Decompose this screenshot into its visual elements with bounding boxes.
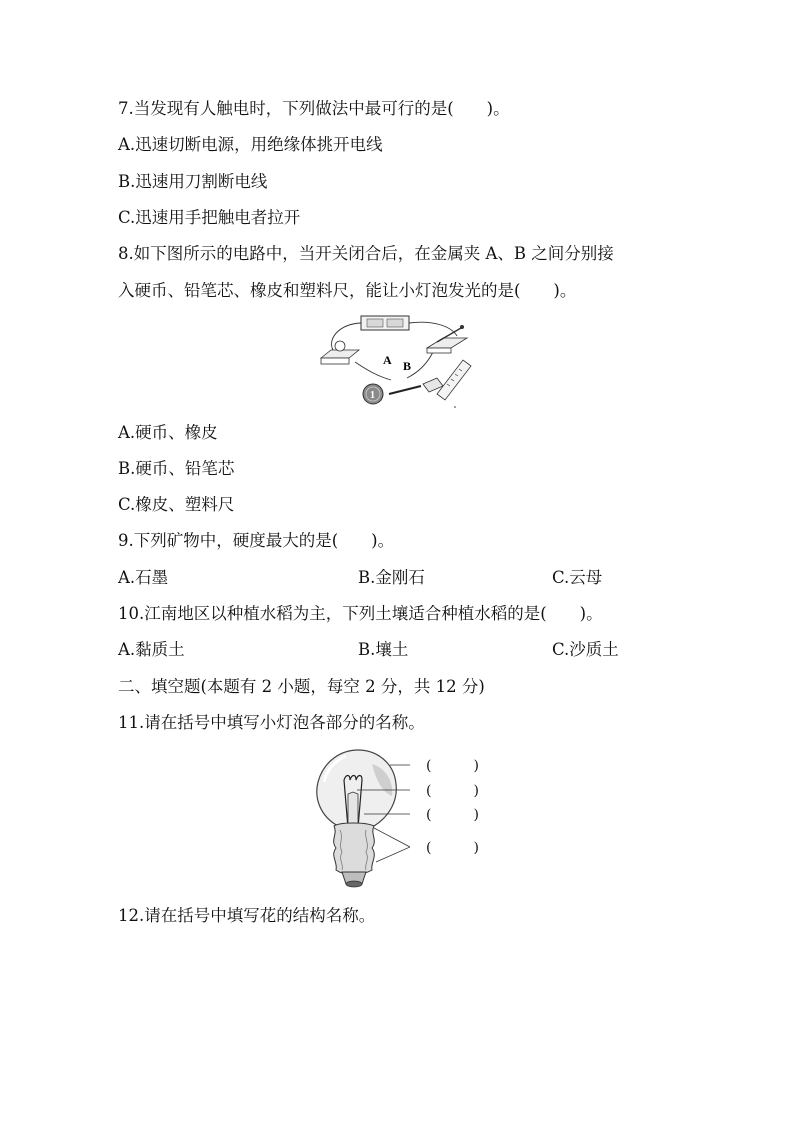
bulb-blank-1[interactable]: ( ) (426, 758, 479, 774)
coin-icon (363, 384, 383, 404)
q7-option-a: A.迅速切断电源，用绝缘体挑开电线 (118, 135, 383, 154)
bulb-blank-2[interactable]: ( ) (426, 783, 479, 799)
q10-option-a: A.黏质土 (118, 640, 185, 659)
q12-stem: 12.请在括号中填写花的结构名称。 (118, 906, 376, 925)
switch-icon (427, 325, 467, 353)
pencil-lead-icon (389, 386, 421, 394)
q7-option-c: C.迅速用手把触电者拉开 (118, 208, 301, 227)
q8-stem-line2: 入硬币、铅笔芯、橡皮和塑料尺，能让小灯泡发光的是( )。 (118, 281, 577, 300)
battery-box-icon (361, 316, 409, 330)
circuit-figure (315, 310, 475, 414)
bulb-blank-3[interactable]: ( ) (426, 807, 479, 823)
screw-base-icon (334, 823, 375, 887)
q8-stem-line1: 8.如下图所示的电路中，当开关闭合后，在金属夹 A、B 之间分别接 (118, 244, 614, 263)
q10-option-b: B.壤土 (358, 640, 409, 659)
section-heading-fill-in: 二、填空题(本题有 2 小题，每空 2 分，共 12 分) (118, 677, 485, 696)
q9-option-b: B.金刚石 (358, 568, 425, 587)
bulb-blank-4[interactable]: ( ) (426, 840, 479, 856)
ruler-icon (437, 360, 471, 400)
bulb-holder-icon (321, 341, 359, 364)
q9-option-c: C.云母 (552, 568, 603, 587)
clip-label-a: A (383, 353, 392, 367)
q8-option-c: C.橡皮、塑料尺 (118, 495, 235, 514)
q10-stem: 10.江南地区以种植水稻为主，下列土壤适合种植水稻的是( )。 (118, 604, 603, 623)
q9-stem: 9.下列矿物中，硬度最大的是( )。 (118, 531, 395, 550)
q9-option-a: A.石墨 (118, 568, 169, 587)
q7-option-b: B.迅速用刀割断电线 (118, 172, 268, 191)
light-bulb-figure (310, 746, 410, 894)
q11-stem: 11.请在括号中填写小灯泡各部分的名称。 (118, 713, 425, 732)
q7-stem: 7.当发现有人触电时，下列做法中最可行的是( )。 (118, 99, 510, 118)
clip-label-b: B (403, 359, 412, 373)
coin-label: 1 (370, 390, 375, 401)
q10-option-c: C.沙质土 (552, 640, 619, 659)
q8-option-a: A.硬币、橡皮 (118, 423, 218, 442)
q8-option-b: B.硬币、铅笔芯 (118, 459, 235, 478)
